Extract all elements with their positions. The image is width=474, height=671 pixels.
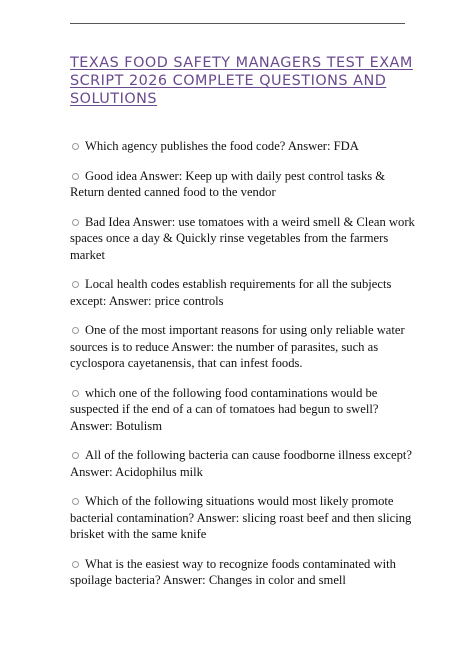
list-item-text: Good idea Answer: Keep up with daily pest control tasks & Return dented canned food to the vendor	[70, 168, 386, 199]
bullet-icon	[72, 452, 79, 459]
list-item-text: What is the easiest way to recognize foods contaminated with spoilage bacteria? Answer: Changes in color and smell	[70, 556, 396, 587]
bullet-icon	[72, 281, 79, 288]
list-item	[70, 493, 415, 543]
list-item	[70, 168, 415, 201]
list-item	[70, 322, 415, 372]
list-item-text: Bad Idea Answer: use tomatoes with a weird smell & Clean work spaces once a day & Quickly rinse vegetables from the farmers market	[70, 214, 415, 262]
bullet-icon	[72, 327, 79, 334]
top-divider	[70, 23, 405, 24]
bullet-icon	[72, 390, 79, 397]
list-item	[70, 556, 415, 589]
page-title: TEXAS FOOD SAFETY MANAGERS TEST EXAM SCRIPT 2026 COMPLETE QUESTIONS AND SOLUTIONS	[70, 55, 413, 107]
qa-list	[70, 138, 415, 602]
list-item-text: All of the following bacteria can cause foodborne illness except? Answer: Acidophilus milk	[70, 448, 412, 479]
list-item	[70, 214, 415, 264]
list-item	[70, 138, 415, 155]
list-item-text: Which of the following situations would most likely promote bacterial contamination? Answer: slicing roast beef and then slicing brisket with the same knife	[70, 494, 412, 541]
bullet-icon	[72, 498, 79, 505]
list-item-text: which one of the following food contaminations would be suspected if the end of a can of tomatoes had begun to swell? Answer: Botulism	[70, 385, 379, 433]
list-item	[70, 447, 415, 480]
list-item	[70, 385, 415, 435]
list-item-text: Local health codes establish requirements for all the subjects except: Answer: price controls	[70, 277, 392, 308]
bullet-icon	[72, 219, 79, 226]
list-item-text: Which agency publishes the food code? Answer: FDA	[85, 139, 359, 153]
bullet-icon	[72, 561, 79, 568]
bullet-icon	[72, 143, 79, 150]
list-item	[70, 276, 415, 309]
bullet-icon	[72, 173, 79, 180]
list-item-text: One of the most important reasons for using only reliable water sources is to reduce Answer: the number of parasites, such as cyclospora cayetanensis, that can infest foods.	[70, 323, 405, 370]
